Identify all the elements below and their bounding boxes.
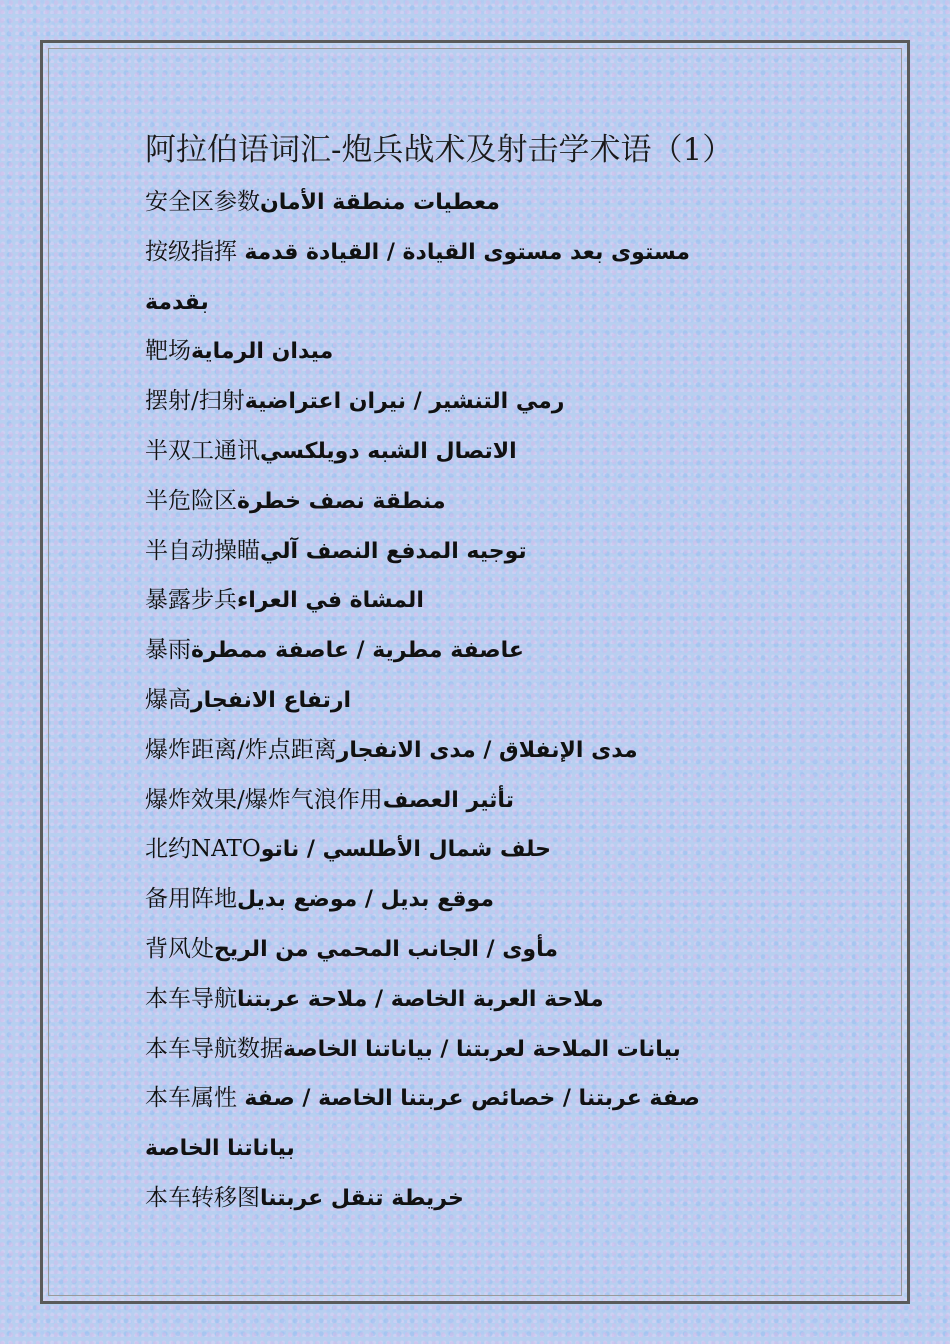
term-row bbox=[145, 1025, 845, 1075]
arabic-term: ملاحة العربة الخاصة / ملاحة عربتنا bbox=[237, 986, 604, 1012]
arabic-term: ارتفاع الانفجار bbox=[191, 687, 352, 713]
arabic-term: حلف شمال الأطلسي / ناتو bbox=[260, 837, 551, 863]
document-body bbox=[145, 122, 845, 1224]
arabic-term: بيانات الملاحة لعربتنا / بياناتنا الخاصة bbox=[283, 1036, 681, 1062]
term-row bbox=[145, 975, 845, 1025]
arabic-term: مأوى / الجانب المحمي من الريح bbox=[214, 936, 558, 962]
chinese-term: 靶场 bbox=[145, 338, 191, 365]
arabic-term: مستوى بعد مستوى القيادة / القيادة قدمة bbox=[244, 239, 690, 265]
arabic-term: خريطة تنقل عربتنا bbox=[260, 1185, 464, 1211]
arabic-term: منطقة نصف خطرة bbox=[237, 488, 446, 514]
term-row bbox=[145, 1124, 845, 1174]
term-row bbox=[145, 925, 845, 975]
term-row bbox=[145, 676, 845, 726]
term-row bbox=[145, 427, 845, 477]
chinese-term: 爆高 bbox=[145, 686, 191, 713]
arabic-term: الاتصال الشبه دويلكسي bbox=[260, 438, 517, 464]
chinese-term: 半双工通讯 bbox=[145, 437, 260, 464]
arabic-term: بياناتنا الخاصة bbox=[145, 1136, 295, 1162]
chinese-term: 半危险区 bbox=[145, 487, 237, 514]
arabic-term: عاصفة مطرية / عاصفة ممطرة bbox=[191, 638, 524, 664]
term-row bbox=[145, 377, 845, 427]
chinese-term: 背风处 bbox=[145, 935, 214, 962]
chinese-term: 爆炸效果/爆炸气浪作用 bbox=[145, 786, 383, 813]
document-title: 阿拉伯语词汇-炮兵战术及射击学术语（1） bbox=[145, 132, 734, 168]
arabic-term: موقع بديل / موضع بديل bbox=[237, 887, 494, 913]
arabic-term: رمي التنشير / نيران اعتراضية bbox=[244, 389, 565, 415]
chinese-term: 暴露步兵 bbox=[145, 587, 237, 614]
arabic-term: معطيات منطقة الأمان bbox=[260, 190, 500, 215]
term-row bbox=[145, 527, 845, 577]
term-row bbox=[145, 875, 845, 925]
chinese-term: 摆射/扫射 bbox=[145, 388, 245, 415]
arabic-term: المشاة في العراء bbox=[237, 588, 424, 614]
term-row bbox=[145, 776, 845, 826]
arabic-term: توجيه المدفع النصف آلي bbox=[260, 538, 527, 564]
term-row bbox=[145, 726, 845, 776]
term-row bbox=[145, 228, 845, 278]
term-row bbox=[145, 626, 845, 676]
term-row bbox=[145, 1074, 845, 1124]
chinese-term: 本车导航数据 bbox=[145, 1035, 283, 1062]
chinese-term: 北约NATO bbox=[145, 836, 261, 863]
arabic-term: مدى الإنفلاق / مدى الانفجار bbox=[336, 737, 638, 763]
term-row bbox=[145, 178, 845, 228]
chinese-term: 本车属性 bbox=[145, 1085, 245, 1112]
chinese-term: 按级指挥 bbox=[145, 238, 245, 265]
arabic-term: صفة عربتنا / خصائص عربتنا الخاصة / صفة bbox=[244, 1086, 700, 1112]
term-row bbox=[145, 1174, 845, 1224]
chinese-term: 本车导航 bbox=[145, 985, 237, 1012]
chinese-term: 半自动操瞄 bbox=[145, 537, 260, 564]
term-row bbox=[145, 278, 845, 328]
chinese-term: 暴雨 bbox=[145, 637, 191, 664]
arabic-term: بقدمة bbox=[145, 289, 209, 315]
term-row bbox=[145, 327, 845, 377]
arabic-term: تأثير العصف bbox=[382, 787, 514, 813]
chinese-term: 安全区参数 bbox=[145, 189, 260, 215]
term-row bbox=[145, 477, 845, 527]
term-row bbox=[145, 825, 845, 875]
chinese-term: 爆炸距离/炸点距离 bbox=[145, 736, 337, 763]
arabic-term: ميدان الرماية bbox=[191, 339, 334, 365]
term-row bbox=[145, 576, 845, 626]
chinese-term: 备用阵地 bbox=[145, 886, 237, 913]
chinese-term: 本车转移图 bbox=[145, 1184, 260, 1211]
